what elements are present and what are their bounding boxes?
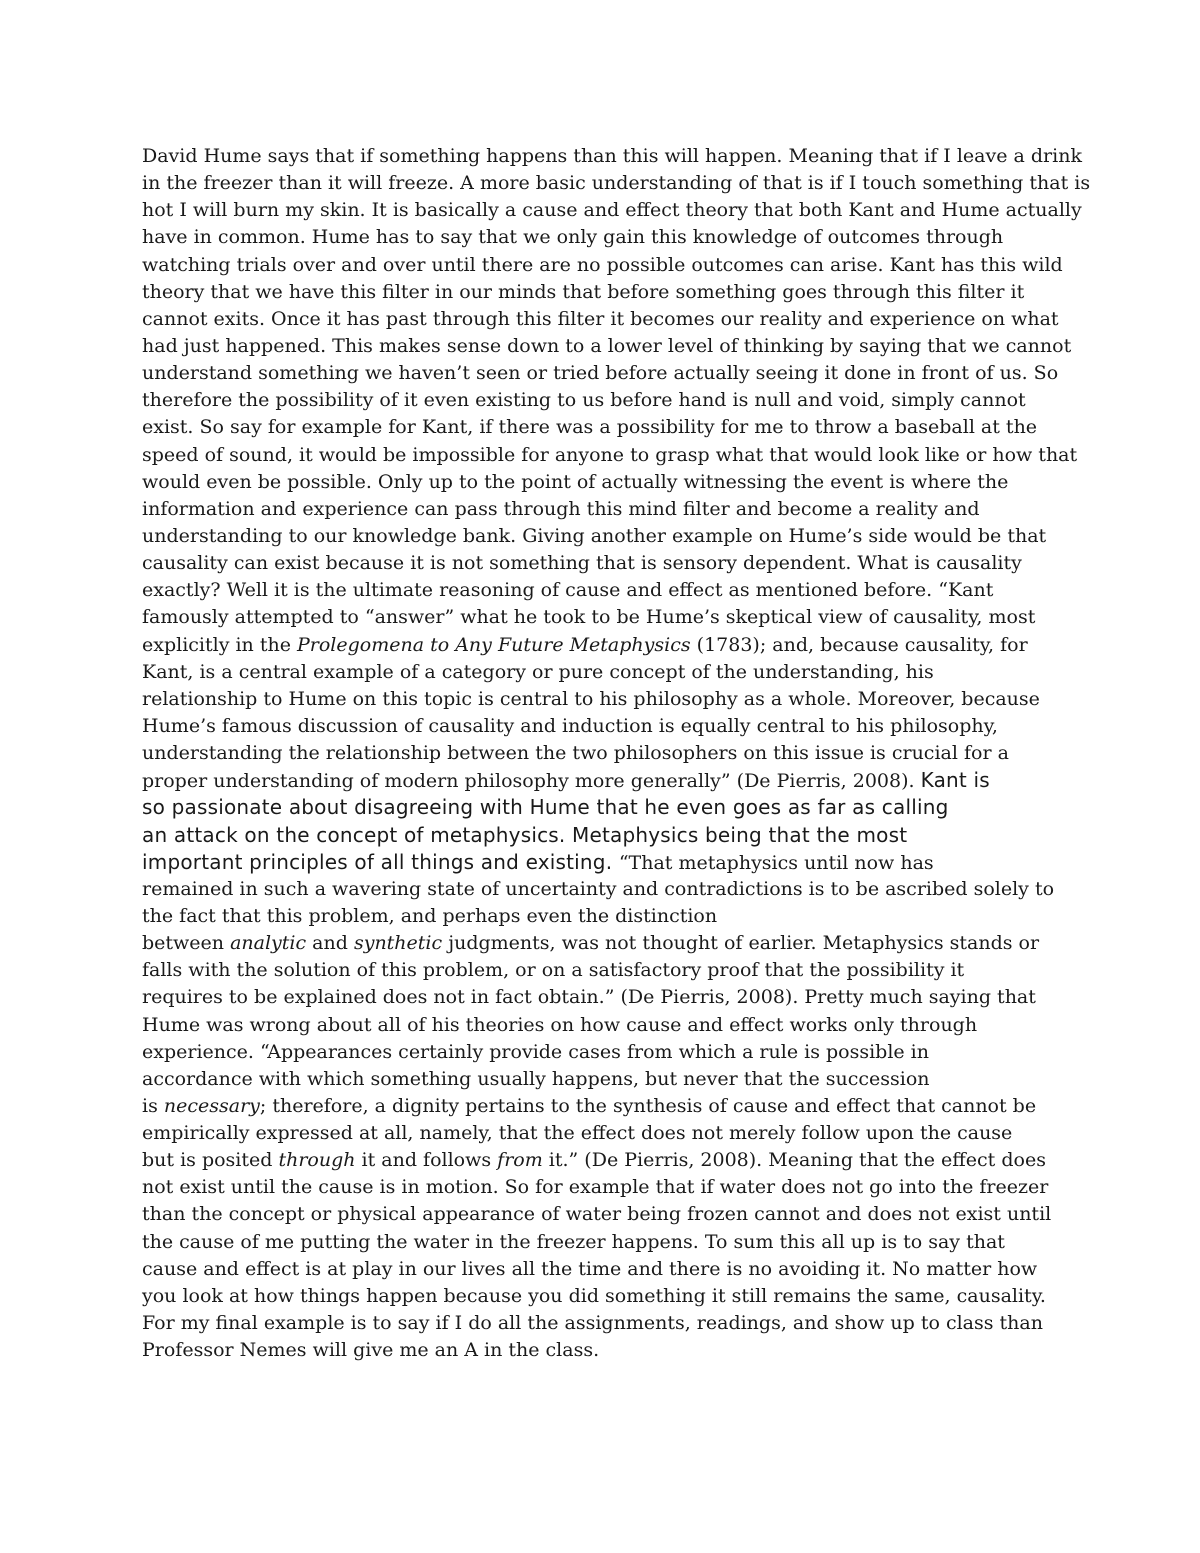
essay-line [142, 1066, 1072, 1093]
text-run: (1783); and, because causality, for [690, 633, 1028, 656]
essay-line [142, 577, 1072, 604]
essay-line [142, 550, 1072, 577]
text-run: falls with the solution of this problem, or on a satisfactory proof that the possibility it [142, 959, 965, 982]
sans-text-run: Kant is [920, 768, 990, 793]
text-run: had just happened. This makes sense down to a lower level of thinking by saying that we cannot [142, 334, 1072, 357]
essay-line [142, 197, 1082, 224]
essay-line [142, 957, 1072, 984]
essay-line [142, 1310, 1072, 1337]
text-run: explicitly in the [142, 633, 297, 656]
sans-text-run: so passionate about disagreeing with Hume that he even goes as far as calling [142, 795, 949, 820]
essay-line [142, 659, 1072, 686]
text-run: watching trials over and over until there are no possible outcomes can arise. Kant has this wild [142, 253, 1063, 276]
text-run: remained in such a wavering state of uncertainty and contradictions is to be ascribed solely to [142, 877, 1055, 900]
italic-title-run: from [497, 1149, 543, 1172]
text-run: and [306, 932, 354, 955]
text-run: Hume’s famous discussion of causality and induction is equally central to his philosophy, [142, 714, 998, 737]
text-run: information and experience can pass through this mind filter and become a reality and [142, 497, 980, 520]
text-run: accordance with which something usually happens, but never that the succession [142, 1067, 930, 1090]
essay-line [142, 252, 1072, 279]
italic-title-run: necessary [163, 1094, 260, 1117]
essay-line [142, 170, 1091, 197]
essay-line [142, 632, 1072, 659]
text-run: relationship to Hume on this topic is central to his philosophy as a whole. Moreover, because [142, 687, 1040, 710]
essay-line [142, 1174, 1072, 1201]
sans-text-run: important principles of all things and existing. [142, 849, 619, 874]
sans-text-run: an attack on the concept of metaphysics. Metaphysics being that the most [142, 822, 908, 847]
essay-line [142, 442, 1078, 469]
text-run: exist. So say for example for Kant, if there was a possibility for me to throw a baseball at the [142, 416, 1038, 439]
essay-line [142, 279, 1072, 306]
essay-line [142, 306, 1072, 333]
text-run: theory that we have this filter in our minds that before something goes through this filter it [142, 280, 1025, 303]
text-run: For my final example is to say if I do all the assignments, readings, and show up to class than [142, 1312, 1043, 1335]
text-run: you look at how things happen because you did something it still remains the same, causality. [142, 1284, 1046, 1307]
essay-line [142, 523, 1072, 550]
text-run: Hume was wrong about all of his theories on how cause and effect works only through [142, 1013, 978, 1036]
essay-line [142, 1229, 1072, 1256]
text-run: therefore the possibility of it even existing to us before hand is null and void, simply cannot [142, 389, 1026, 412]
essay-line [142, 930, 1072, 957]
text-run: would even be possible. Only up to the point of actually witnessing the event is where the [142, 470, 1009, 493]
text-run: the fact that this problem, and perhaps even the distinction [142, 904, 718, 927]
essay-line [142, 713, 1072, 740]
text-run: experience. “Appearances certainly provide cases from which a rule is possible in [142, 1040, 929, 1063]
essay-line [142, 822, 1072, 849]
italic-title-run: analytic [230, 932, 307, 955]
text-run: exactly? Well it is the ultimate reasoning of cause and effect as mentioned before. “Kant [142, 579, 994, 602]
text-run: speed of sound, it would be impossible for anyone to grasp what that would look like or how that [142, 443, 1078, 466]
text-run: “That metaphysics until now has [618, 851, 934, 874]
essay-line [142, 143, 1082, 170]
essay-line [142, 686, 1072, 713]
essay-line [142, 794, 1072, 821]
essay-line [142, 1337, 1072, 1364]
essay-line [142, 1283, 1072, 1310]
text-run: it.” (De Pierris, 2008). Meaning that the effect does [542, 1149, 1046, 1172]
essay-line [142, 849, 1072, 876]
essay-line [142, 224, 1072, 251]
essay-line [142, 740, 1072, 767]
essay-line [142, 1120, 1072, 1147]
essay-line [142, 496, 1072, 523]
italic-title-run: Prolegomena to Any Future Metaphysics [297, 633, 691, 656]
essay-line [142, 876, 1072, 903]
italic-title-run: through [278, 1149, 356, 1172]
essay-line [142, 387, 1072, 414]
text-run: hot I will burn my skin. It is basically a cause and effect theory that both Kant and Hume actually [142, 199, 1082, 222]
text-run: cause and effect is at play in our lives all the time and there is no avoiding it. No matter how [142, 1257, 1038, 1280]
text-run: proper understanding of modern philosophy more generally” (De Pierris, 2008). [142, 770, 921, 793]
text-run: understanding to our knowledge bank. Giving another example on Hume’s side would be that [142, 524, 1047, 547]
text-run: famously attempted to “answer” what he took to be Hume’s skeptical view of causality, most [142, 606, 1036, 629]
essay-line [142, 1147, 1072, 1174]
text-run: not exist until the cause is in motion. So for example that if water does not go into the freezer [142, 1176, 1049, 1199]
text-run: the cause of me putting the water in the freezer happens. To sum this all up is to say that [142, 1230, 1005, 1253]
essay-line [142, 984, 1072, 1011]
text-run: it and follows [355, 1149, 498, 1172]
text-run: Kant, is a central example of a category or pure concept of the understanding, his [142, 660, 934, 683]
text-run: in the freezer than it will freeze. A more basic understanding of that is if I touch something that is [142, 172, 1091, 195]
essay-line [142, 604, 1072, 631]
essay-line [142, 903, 1072, 930]
text-run: understanding the relationship between the two philosophers on this issue is crucial for a [142, 742, 1009, 765]
essay-line [142, 1039, 1072, 1066]
essay-line [142, 1201, 1072, 1228]
text-run: between [142, 932, 231, 955]
text-run: Professor Nemes will give me an A in the class. [142, 1339, 600, 1362]
essay-line [142, 414, 1072, 441]
text-run: is [142, 1094, 164, 1117]
text-run: requires to be explained does not in fact obtain.” (De Pierris, 2008). Pretty much saying that [142, 986, 1036, 1009]
essay-line [142, 767, 1072, 794]
essay-line [142, 333, 1072, 360]
essay-line [142, 360, 1072, 387]
essay-line [142, 469, 1072, 496]
essay-line [142, 1012, 1072, 1039]
essay-line [142, 1093, 1072, 1120]
text-run: empirically expressed at all, namely, that the effect does not merely follow upon the cause [142, 1122, 1013, 1145]
text-run: judgments, was not thought of earlier. Metaphysics stands or [442, 932, 1040, 955]
essay-line [142, 1256, 1072, 1283]
text-run: have in common. Hume has to say that we only gain this knowledge of outcomes through [142, 226, 1004, 249]
text-run: ; therefore, a dignity pertains to the synthesis of cause and effect that cannot be [259, 1094, 1037, 1117]
text-run: than the concept or physical appearance of water being frozen cannot and does not exist until [142, 1203, 1052, 1226]
text-run: but is posited [142, 1149, 279, 1172]
italic-title-run: synthetic [353, 932, 443, 955]
text-run: David Hume says that if something happens than this will happen. Meaning that if I leave a drink [142, 145, 1082, 167]
text-run: causality can exist because it is not something that is sensory dependent. What is causality [142, 552, 1022, 575]
text-run: cannot exits. Once it has past through this filter it becomes our reality and experience on what [142, 307, 1059, 330]
text-run: understand something we haven’t seen or tried before actually seeing it done in front of us. So [142, 362, 1059, 385]
essay-body [142, 143, 1091, 1364]
